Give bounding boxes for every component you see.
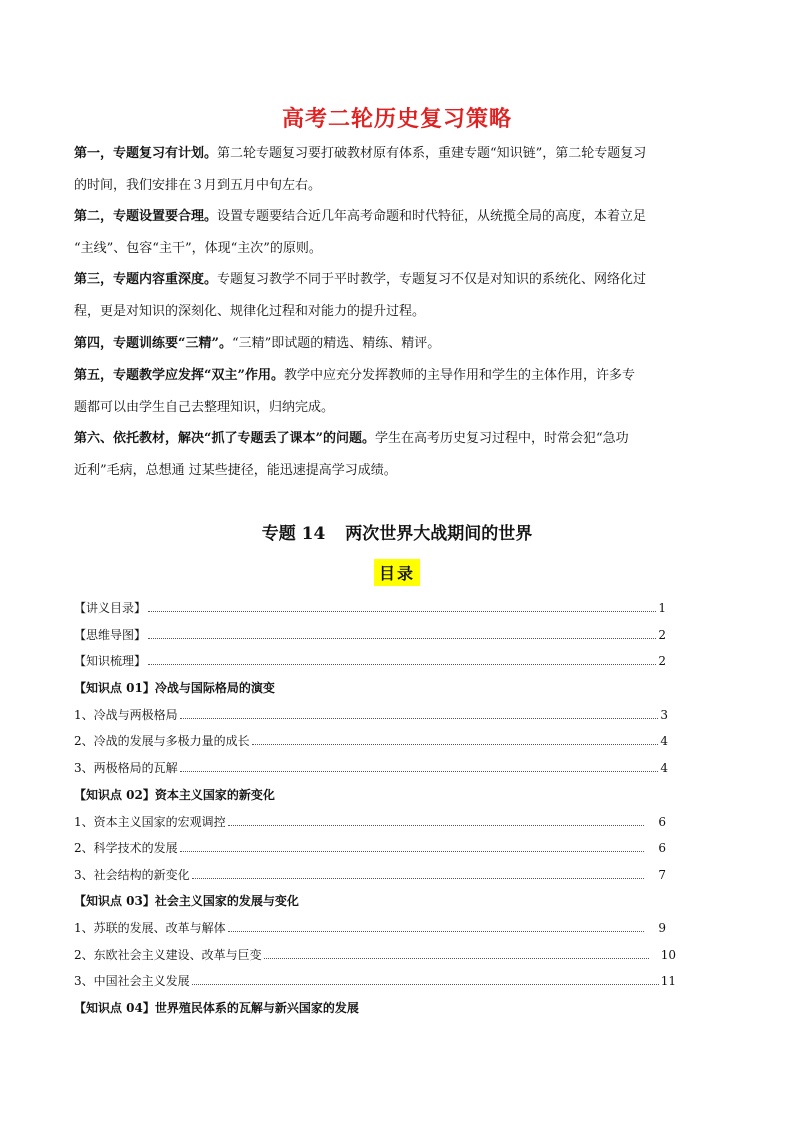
- paragraph-text: 程，更是对知识的深刻化、规律化过程和对能力的提升过程。: [74, 304, 426, 319]
- toc-leader: [228, 918, 645, 932]
- toc-label: 1、苏联的发展、改革与解体: [74, 921, 226, 935]
- toc-entry-kp02-3[interactable]: [74, 865, 666, 885]
- toc-title: 目录: [374, 559, 420, 586]
- strategy-paragraph-2: [74, 201, 722, 265]
- toc-leader: [180, 705, 659, 719]
- paragraph-lead: 第六、依托教材，解决“抓了专题丢了课本”的问题。: [74, 431, 375, 446]
- paragraph-text: 教学中应充分发挥教师的主导作用和学生的主体作用，许多专: [283, 368, 635, 383]
- toc-section-kp03[interactable]: 【知识点 03】社会主义国家的发展与变化: [74, 894, 299, 908]
- toc-label: 2、冷战的发展与多极力量的成长: [74, 734, 250, 748]
- paragraph-text: 设置专题要结合近几年高考命题和时代特征，从统揽全局的高度，本着立足: [217, 209, 647, 224]
- toc-leader: [252, 731, 659, 745]
- strategy-paragraph-1: [74, 138, 722, 202]
- toc-leader: [148, 598, 656, 612]
- paragraph-text: 专题复习教学不同于平时教学，专题复习不仅是对知识的系统化、网络化过: [217, 272, 647, 287]
- toc-label: 2、东欧社会主义建设、改革与巨变: [74, 948, 262, 962]
- toc-entry-kp03-3[interactable]: [74, 971, 676, 991]
- toc-page-number: 11: [660, 974, 676, 988]
- paragraph-text: “主线”、包容“主干”，体现“主次”的原则。: [74, 241, 322, 256]
- strategy-paragraph-4: [74, 328, 722, 360]
- toc-entry-kp03-1[interactable]: [74, 918, 666, 938]
- toc-entry-kp03-2[interactable]: [74, 945, 676, 965]
- toc-entry-mind-map[interactable]: [74, 625, 666, 645]
- toc-label: 1、资本主义国家的宏观调控: [74, 815, 226, 829]
- toc-leader: [228, 812, 645, 826]
- topic-name: 两次世界大战期间的世界: [345, 524, 533, 544]
- paragraph-lead: 第三，专题内容重深度。: [74, 272, 218, 287]
- toc-page-number: 9: [658, 921, 666, 935]
- strategy-paragraph-3: [74, 264, 722, 328]
- toc-leader: [180, 838, 645, 852]
- toc-section-kp02[interactable]: 【知识点 02】资本主义国家的新变化: [74, 788, 275, 802]
- toc-page-number: 4: [660, 761, 668, 775]
- toc-title-wrap: [0, 559, 794, 586]
- toc-label: 3、两极格局的瓦解: [74, 761, 178, 775]
- toc-entry-kp01-1[interactable]: [74, 705, 668, 725]
- toc-label: 【思维导图】: [74, 628, 147, 642]
- strategy-paragraph-5: [74, 360, 722, 424]
- toc-page-number: 3: [660, 708, 668, 722]
- toc-entry-kp02-1[interactable]: [74, 812, 666, 832]
- paragraph-lead: 第四，专题训练要“三精”。: [74, 336, 232, 351]
- toc-page-number: 2: [658, 654, 666, 668]
- toc-label: 3、中国社会主义发展: [74, 974, 190, 988]
- toc-label: 2、科学技术的发展: [74, 841, 178, 855]
- paragraph-lead: 第二，专题设置要合理。: [74, 209, 218, 224]
- paragraph-lead: 第一，专题复习有计划。: [74, 146, 218, 161]
- toc-page-number: 6: [658, 841, 666, 855]
- toc-leader: [264, 945, 649, 959]
- toc-section-kp04[interactable]: 【知识点 04】世界殖民体系的瓦解与新兴国家的发展: [74, 1001, 359, 1015]
- toc-entry-kp01-2[interactable]: [74, 731, 668, 751]
- toc-label: 【知识梳理】: [74, 654, 147, 668]
- topic-number: 专题 14: [261, 524, 326, 544]
- toc-page-number: 6: [658, 815, 666, 829]
- toc-label: 【讲义目录】: [74, 601, 147, 615]
- toc-section-kp01[interactable]: 【知识点 01】冷战与国际格局的演变: [74, 681, 275, 695]
- paragraph-text: 近利”毛病，总想通 过某些捷径，能迅速提高学习成绩。: [74, 463, 397, 478]
- strategy-paragraph-6: [74, 423, 722, 487]
- paragraph-text: 学生在高考历史复习过程中，时常会犯“急功: [374, 431, 629, 446]
- toc-label: 3、社会结构的新变化: [74, 868, 190, 882]
- toc-entry-kp01-3[interactable]: [74, 758, 668, 778]
- toc-entry-lecture-contents[interactable]: [74, 598, 666, 618]
- paragraph-text: 的时间，我们安排在３月到五月中旬左右。: [74, 178, 322, 193]
- page-title: 高考二轮历史复习策略: [281, 107, 512, 132]
- paragraph-text: “三精”即试题的精选、精练、精评。: [231, 336, 441, 351]
- toc-leader: [148, 651, 656, 665]
- toc-leader: [148, 625, 656, 639]
- paragraph-text: 第二轮专题复习要打破教材原有体系，重建专题“知识链”，第二轮专题复习: [217, 146, 647, 161]
- toc-leader: [180, 758, 659, 772]
- toc-entry-knowledge-review[interactable]: [74, 651, 666, 671]
- toc-label: 1、冷战与两极格局: [74, 708, 178, 722]
- toc-leader: [192, 865, 645, 879]
- paragraph-text: 题都可以由学生自己去整理知识，归纳完成。: [74, 400, 335, 415]
- toc-page-number: 4: [660, 734, 668, 748]
- toc-entry-kp02-2[interactable]: [74, 838, 666, 858]
- paragraph-lead: 第五，专题教学应发挥“双主”作用。: [74, 368, 284, 383]
- toc-page-number: 7: [658, 868, 666, 882]
- topic-title: [0, 519, 794, 544]
- toc-page-number: 1: [658, 601, 666, 615]
- toc-page-number: 10: [660, 948, 676, 962]
- toc-page-number: 2: [658, 628, 666, 642]
- toc-leader: [192, 971, 659, 985]
